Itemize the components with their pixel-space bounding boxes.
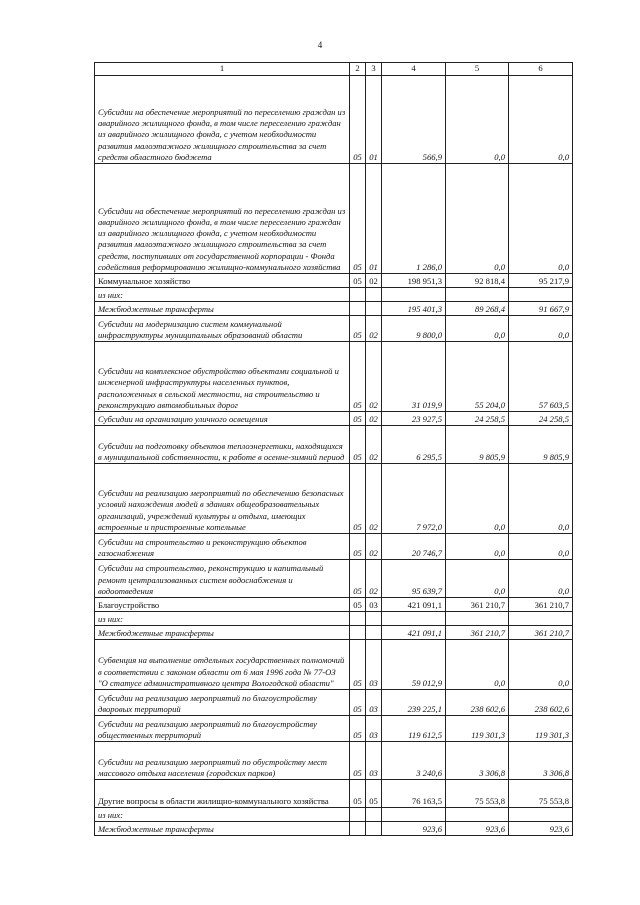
- table-row: [95, 780, 573, 808]
- table-row: [95, 612, 573, 626]
- amount-col4: 95 639,7: [382, 560, 446, 598]
- row-name: Субвенция на выполнение отдельных государственных полномочий в соответствии с законом области от 6 мая 1996 года № 77-ОЗ "О статусе административного центра Вологодской области": [95, 640, 350, 690]
- subsection-code: 05: [366, 780, 382, 808]
- page-number: 4: [317, 40, 323, 50]
- row-name: Субсидии на подготовку объектов теплоэнергетики, находящихся в муниципальной собственности, к работе в осенне-зимний период: [95, 426, 350, 464]
- table-row: [95, 598, 573, 612]
- column-number: 4: [382, 63, 446, 76]
- subsection-code: [366, 822, 382, 836]
- table-row: [95, 822, 573, 836]
- row-name: Субсидии на модернизацию систем коммунальной инфраструктуры муниципальных образований области: [95, 316, 350, 342]
- table-row: [95, 742, 573, 780]
- amount-col5: 0,0: [446, 560, 509, 598]
- subsection-code: 02: [366, 426, 382, 464]
- section-code: 05: [350, 274, 366, 288]
- amount-col5: 361 210,7: [446, 626, 509, 640]
- amount-col5: 0,0: [446, 76, 509, 164]
- column-number: 1: [95, 63, 350, 76]
- amount-col4: 7 972,0: [382, 464, 446, 534]
- table-row: [95, 808, 573, 822]
- amount-col5: 119 301,3: [446, 716, 509, 742]
- amount-col5: 92 818,4: [446, 274, 509, 288]
- amount-col4: 239 225,1: [382, 690, 446, 716]
- amount-col4: [382, 612, 446, 626]
- subsection-code: 02: [366, 534, 382, 560]
- section-code: [350, 612, 366, 626]
- row-name: Межбюджетные трансферты: [95, 302, 350, 316]
- amount-col5: [446, 612, 509, 626]
- amount-col6: 57 603,5: [509, 342, 573, 412]
- row-name: Субсидии на организацию уличного освещения: [95, 412, 350, 426]
- amount-col6: 0,0: [509, 560, 573, 598]
- table-row: [95, 640, 573, 690]
- row-name: Субсидии на реализацию мероприятий по обустройству мест массового отдыха населения (городских парков): [95, 742, 350, 780]
- amount-col5: 55 204,0: [446, 342, 509, 412]
- column-number: 6: [509, 63, 573, 76]
- table-row: [95, 274, 573, 288]
- amount-col6: [509, 808, 573, 822]
- amount-col6: [509, 612, 573, 626]
- section-code: 05: [350, 412, 366, 426]
- amount-col6: 75 553,8: [509, 780, 573, 808]
- amount-col4: 59 012,9: [382, 640, 446, 690]
- subsection-code: [366, 612, 382, 626]
- budget-table: [94, 62, 573, 836]
- amount-col6: 361 210,7: [509, 598, 573, 612]
- row-name: Субсидии на обеспечение мероприятий по переселению граждан из аварийного жилищного фонда, в том числе переселению граждан из аварийного жилищного фонда, с учетом необходимости развития малоэтажного жилищного строительства за счет средств, поступивших от государственной корпорации - Фонда содействия реформированию жилищно-коммунального хозяйства: [95, 164, 350, 274]
- section-code: 05: [350, 780, 366, 808]
- amount-col6: 95 217,9: [509, 274, 573, 288]
- table-row: [95, 342, 573, 412]
- subsection-code: [366, 808, 382, 822]
- amount-col5: 75 553,8: [446, 780, 509, 808]
- section-code: 05: [350, 464, 366, 534]
- amount-col5: 0,0: [446, 316, 509, 342]
- amount-col4: 1 286,0: [382, 164, 446, 274]
- amount-col4: 195 401,3: [382, 302, 446, 316]
- amount-col6: 119 301,3: [509, 716, 573, 742]
- table-row: [95, 302, 573, 316]
- amount-col4: 421 091,1: [382, 626, 446, 640]
- amount-col6: 0,0: [509, 164, 573, 274]
- amount-col4: 198 951,3: [382, 274, 446, 288]
- subsection-code: 02: [366, 412, 382, 426]
- amount-col5: 238 602,6: [446, 690, 509, 716]
- subsection-code: 01: [366, 76, 382, 164]
- column-number-row: [95, 63, 573, 76]
- amount-col5: [446, 288, 509, 302]
- table-row: [95, 464, 573, 534]
- row-name: Субсидии на строительство, реконструкцию и капитальный ремонт централизованных систем водоснабжения и водоотведения: [95, 560, 350, 598]
- amount-col4: 119 612,5: [382, 716, 446, 742]
- section-code: 05: [350, 716, 366, 742]
- amount-col6: 0,0: [509, 640, 573, 690]
- subsection-code: 03: [366, 690, 382, 716]
- amount-col5: 24 258,5: [446, 412, 509, 426]
- subsection-code: [366, 302, 382, 316]
- section-code: [350, 808, 366, 822]
- amount-col4: 6 295,5: [382, 426, 446, 464]
- subsection-code: 03: [366, 742, 382, 780]
- amount-col6: 238 602,6: [509, 690, 573, 716]
- row-name: из них:: [95, 612, 350, 626]
- table-row: [95, 690, 573, 716]
- amount-col5: 0,0: [446, 640, 509, 690]
- amount-col5: 3 306,8: [446, 742, 509, 780]
- column-number: 3: [366, 63, 382, 76]
- section-code: 05: [350, 76, 366, 164]
- amount-col5: 89 268,4: [446, 302, 509, 316]
- section-code: [350, 288, 366, 302]
- subsection-code: 02: [366, 274, 382, 288]
- subsection-code: 02: [366, 342, 382, 412]
- table-row: [95, 316, 573, 342]
- table-row: [95, 626, 573, 640]
- row-name: из них:: [95, 288, 350, 302]
- row-name: Межбюджетные трансферты: [95, 822, 350, 836]
- amount-col4: 3 240,6: [382, 742, 446, 780]
- row-name: Благоустройство: [95, 598, 350, 612]
- amount-col4: [382, 808, 446, 822]
- amount-col6: 0,0: [509, 76, 573, 164]
- table-row: [95, 716, 573, 742]
- section-code: [350, 626, 366, 640]
- amount-col4: 566,9: [382, 76, 446, 164]
- section-code: 05: [350, 690, 366, 716]
- amount-col6: 0,0: [509, 534, 573, 560]
- amount-col6: 9 805,9: [509, 426, 573, 464]
- row-name: Субсидии на строительство и реконструкцию объектов газоснабжения: [95, 534, 350, 560]
- amount-col5: [446, 808, 509, 822]
- amount-col6: 361 210,7: [509, 626, 573, 640]
- amount-col6: 0,0: [509, 316, 573, 342]
- row-name: Субсидии на реализацию мероприятий по благоустройству дворовых территорий: [95, 690, 350, 716]
- amount-col6: 91 667,9: [509, 302, 573, 316]
- column-number: 2: [350, 63, 366, 76]
- subsection-code: [366, 288, 382, 302]
- row-name: Субсидии на обеспечение мероприятий по переселению граждан из аварийного жилищного фонда, в том числе переселению граждан из аварийного жилищного фонда, с учетом необходимости развития малоэтажного жилищного строительства за счет средств областного бюджета: [95, 76, 350, 164]
- amount-col5: 0,0: [446, 164, 509, 274]
- table-row: [95, 288, 573, 302]
- amount-col5: 0,0: [446, 534, 509, 560]
- amount-col5: 361 210,7: [446, 598, 509, 612]
- row-name: Межбюджетные трансферты: [95, 626, 350, 640]
- amount-col4: [382, 288, 446, 302]
- amount-col4: 421 091,1: [382, 598, 446, 612]
- row-name: Коммунальное хозяйство: [95, 274, 350, 288]
- amount-col5: 9 805,9: [446, 426, 509, 464]
- amount-col5: 0,0: [446, 464, 509, 534]
- amount-col6: 3 306,8: [509, 742, 573, 780]
- table-row: [95, 560, 573, 598]
- subsection-code: 01: [366, 164, 382, 274]
- amount-col6: [509, 288, 573, 302]
- section-code: 05: [350, 640, 366, 690]
- amount-col4: 31 019,9: [382, 342, 446, 412]
- section-code: 05: [350, 598, 366, 612]
- section-code: [350, 302, 366, 316]
- row-name: Субсидии на реализацию мероприятий по обеспечению безопасных условий нахождения людей в зданиях общеобразовательных организаций, учреждений культуры и отдыха, имеющих встроенные и пристроенные котельные: [95, 464, 350, 534]
- section-code: 05: [350, 426, 366, 464]
- subsection-code: 02: [366, 560, 382, 598]
- column-number: 5: [446, 63, 509, 76]
- table-row: [95, 164, 573, 274]
- row-name: Субсидии на реализацию мероприятий по благоустройству общественных территорий: [95, 716, 350, 742]
- subsection-code: 02: [366, 464, 382, 534]
- row-name: Субсидии на комплексное обустройство объектами социальной и инженерной инфраструктуры населенных пунктов, расположенных в сельской местности, на строительство и реконструкцию автомобильных дорог: [95, 342, 350, 412]
- subsection-code: 03: [366, 598, 382, 612]
- amount-col5: 923,6: [446, 822, 509, 836]
- amount-col4: 23 927,5: [382, 412, 446, 426]
- row-name: из них:: [95, 808, 350, 822]
- amount-col6: 0,0: [509, 464, 573, 534]
- amount-col6: 24 258,5: [509, 412, 573, 426]
- table-row: [95, 534, 573, 560]
- amount-col4: 9 800,0: [382, 316, 446, 342]
- subsection-code: 02: [366, 316, 382, 342]
- section-code: 05: [350, 316, 366, 342]
- section-code: 05: [350, 742, 366, 780]
- section-code: 05: [350, 164, 366, 274]
- table-row: [95, 412, 573, 426]
- subsection-code: 03: [366, 716, 382, 742]
- amount-col6: 923,6: [509, 822, 573, 836]
- amount-col4: 76 163,5: [382, 780, 446, 808]
- section-code: 05: [350, 534, 366, 560]
- table-row: [95, 426, 573, 464]
- section-code: [350, 822, 366, 836]
- subsection-code: [366, 626, 382, 640]
- amount-col4: 20 746,7: [382, 534, 446, 560]
- section-code: 05: [350, 560, 366, 598]
- amount-col4: 923,6: [382, 822, 446, 836]
- row-name: Другие вопросы в области жилищно-коммунального хозяйства: [95, 780, 350, 808]
- subsection-code: 03: [366, 640, 382, 690]
- section-code: 05: [350, 342, 366, 412]
- table-row: [95, 76, 573, 164]
